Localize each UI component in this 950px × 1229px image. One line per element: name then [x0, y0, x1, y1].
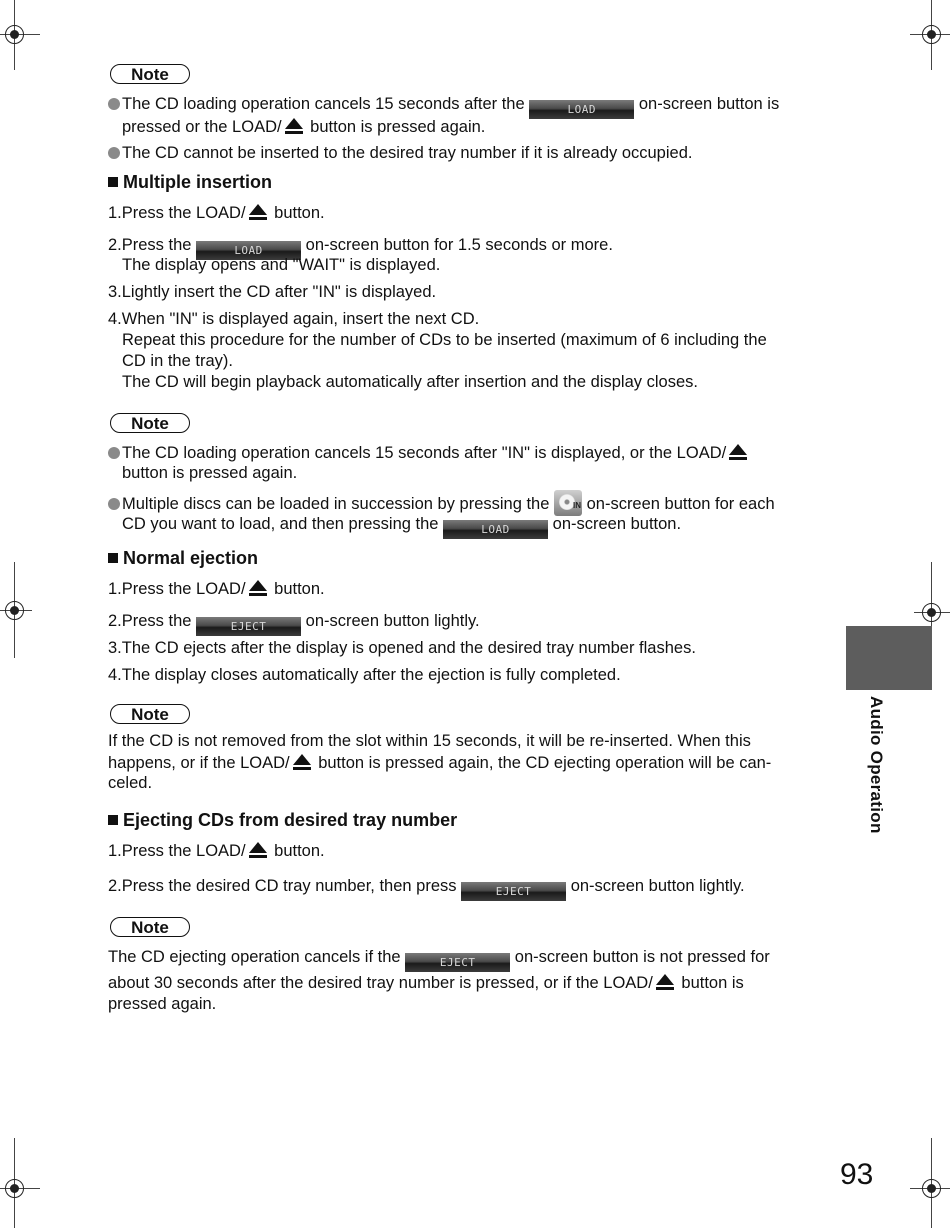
eject-icon: [292, 754, 312, 770]
square-bullet-icon: [108, 177, 118, 187]
note2-bullet2: Multiple discs can be loaded in succession by pressing the IN on-screen button for each: [108, 490, 775, 516]
note2-bullet1-line2: button is pressed again.: [122, 464, 298, 482]
section-tab-label: Audio Operation: [867, 696, 886, 834]
note1-bullet1-line2: pressed or the LOAD/ button is pressed again.: [122, 118, 486, 136]
square-bullet-icon: [108, 553, 118, 563]
multiple-step1: 1.Press the LOAD/ button.: [108, 204, 325, 222]
multiple-step2: 2.Press the LOAD on-screen button for 1.5 seconds or more.: [108, 235, 613, 260]
eject-button-icon: EJECT: [196, 617, 301, 636]
note1-bullet2: The CD cannot be inserted to the desired tray number if it is already occupied.: [108, 143, 692, 163]
desired-step1: 1.Press the LOAD/ button.: [108, 842, 325, 860]
note-label: Note: [110, 704, 190, 724]
note4-line2: about 30 seconds after the desired tray number is pressed, or if the LOAD/ button is: [108, 974, 744, 992]
section-tab-block: [846, 626, 932, 690]
page-number: 93: [840, 1158, 874, 1191]
registration-mark-top-right: [910, 14, 950, 54]
desired-step2: 2.Press the desired CD tray number, then press EJECT on-screen button lightly.: [108, 876, 745, 901]
load-button-icon: LOAD: [196, 241, 301, 260]
eject-icon: [248, 842, 268, 858]
heading-multiple-insertion: Multiple insertion: [108, 172, 272, 192]
bullet-icon: [108, 147, 120, 159]
multiple-step3: 3.Lightly insert the CD after "IN" is displayed.: [108, 283, 437, 301]
note3-line1: If the CD is not removed from the slot within 15 seconds, it will be re-inserted. When this: [108, 732, 751, 750]
load-button-icon: LOAD: [443, 520, 548, 539]
normal-step4: 4.The display closes automatically after the ejection is fully completed.: [108, 666, 621, 684]
registration-mark-bottom-left: [0, 1168, 40, 1208]
note2-bullet2-line2: CD you want to load, and then pressing the LOAD on-screen button.: [122, 514, 681, 539]
multiple-step4-line3: CD in the tray).: [122, 352, 233, 370]
normal-step3: 3.The CD ejects after the display is opened and the desired tray number flashes.: [108, 639, 696, 657]
disc-in-icon: IN: [554, 490, 582, 516]
note4-line3: pressed again.: [108, 995, 217, 1013]
registration-mark-mid-left: [0, 590, 40, 630]
registration-mark-bottom-right: [910, 1168, 950, 1208]
note1-bullet1: The CD loading operation cancels 15 seconds after the LOAD on-screen button is: [108, 94, 779, 119]
note2-bullet1: The CD loading operation cancels 15 seconds after "IN" is displayed, or the LOAD/: [108, 443, 750, 463]
eject-icon: [248, 580, 268, 596]
square-bullet-icon: [108, 815, 118, 825]
note-label: Note: [110, 64, 190, 84]
eject-button-icon: EJECT: [461, 882, 566, 901]
note3-line2: happens, or if the LOAD/ button is pressed again, the CD ejecting operation will be can-: [108, 754, 772, 772]
load-button-icon: LOAD: [529, 100, 634, 119]
eject-icon: [655, 974, 675, 990]
multiple-step4-line4: The CD will begin playback automatically after insertion and the display closes.: [122, 373, 698, 391]
multiple-step4: 4.When "IN" is displayed again, insert the next CD.: [108, 310, 480, 328]
note-label: Note: [110, 413, 190, 433]
bullet-icon: [108, 447, 120, 459]
bullet-icon: [108, 498, 120, 510]
registration-mark-top-left: [0, 14, 40, 54]
content-column: [108, 0, 808, 1229]
note-label: Note: [110, 917, 190, 937]
normal-step2: 2.Press the EJECT on-screen button lightly.: [108, 611, 480, 636]
eject-icon: [248, 204, 268, 220]
heading-ejecting-desired-tray: Ejecting CDs from desired tray number: [108, 810, 457, 830]
eject-icon: [284, 118, 304, 134]
bullet-icon: [108, 98, 120, 110]
eject-button-icon: EJECT: [405, 953, 510, 972]
heading-normal-ejection: Normal ejection: [108, 548, 258, 568]
eject-icon: [728, 444, 748, 460]
multiple-step2-line2: The display opens and "WAIT" is displayed.: [122, 256, 441, 274]
note3-line3: celed.: [108, 774, 153, 792]
multiple-step4-line2: Repeat this procedure for the number of CDs to be inserted (maximum of 6 including the: [122, 331, 767, 349]
note4-line1: The CD ejecting operation cancels if the EJECT on-screen button is not pressed for: [108, 947, 770, 972]
normal-step1: 1.Press the LOAD/ button.: [108, 580, 325, 598]
